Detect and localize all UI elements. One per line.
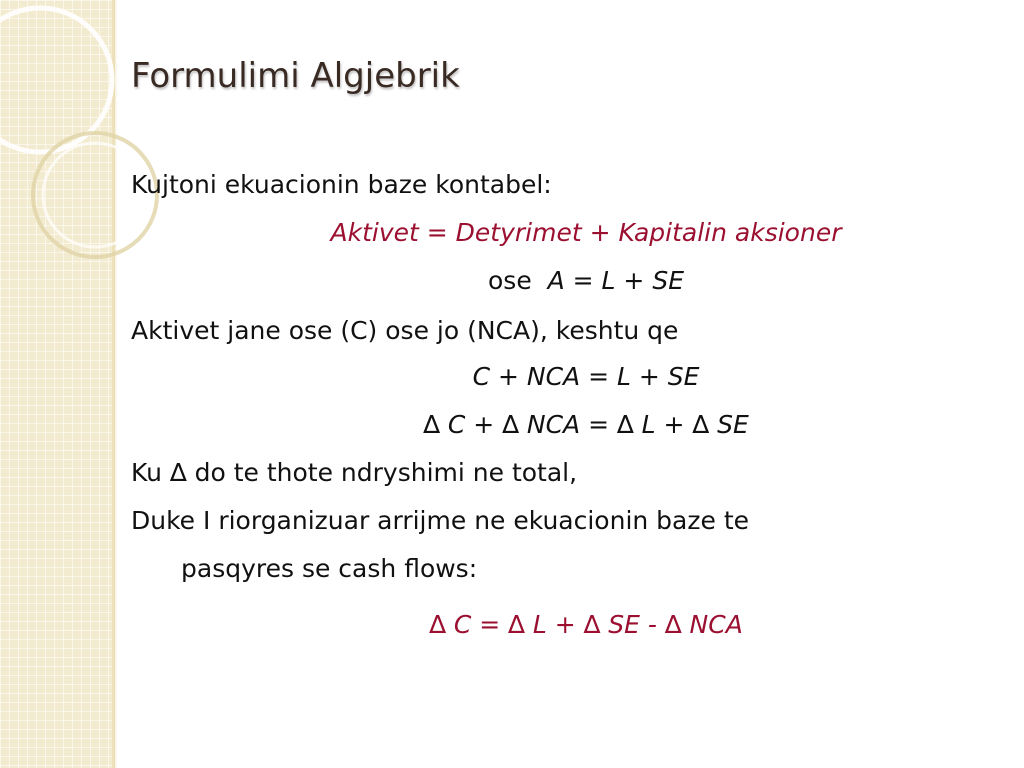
equation-c-nca: C + NCA = L + SE bbox=[472, 362, 700, 391]
ose-word: ose bbox=[488, 266, 532, 295]
decorative-circle-large bbox=[0, 8, 112, 152]
equation-short: A = L + SE bbox=[547, 266, 684, 295]
page-title: Formulimi Algjebrik bbox=[131, 56, 460, 96]
equation-cash-flow: ∆ C = ∆ L + ∆ SE - ∆ NCA bbox=[429, 610, 743, 639]
equation-words: Aktivet = Detyrimet + Kapitalin aksioner bbox=[330, 218, 842, 247]
reorganize-text-line2: pasqyres se cash flows: bbox=[181, 554, 478, 583]
delta-meaning-text: Ku ∆ do te thote ndryshimi ne total, bbox=[131, 458, 578, 487]
decorative-circles bbox=[0, 0, 200, 300]
assets-split-text: Aktivet jane ose (C) ose jo (NCA), keshtu qe bbox=[131, 316, 679, 345]
equation-delta: ∆ C + ∆ NCA = ∆ L + ∆ SE bbox=[423, 410, 749, 439]
reorganize-text-line1: Duke I riorganizuar arrijme ne ekuacionin baze te bbox=[131, 506, 750, 535]
intro-text: Kujtoni ekuacionin baze kontabel: bbox=[131, 170, 552, 199]
equation-short-row bbox=[131, 266, 1024, 296]
